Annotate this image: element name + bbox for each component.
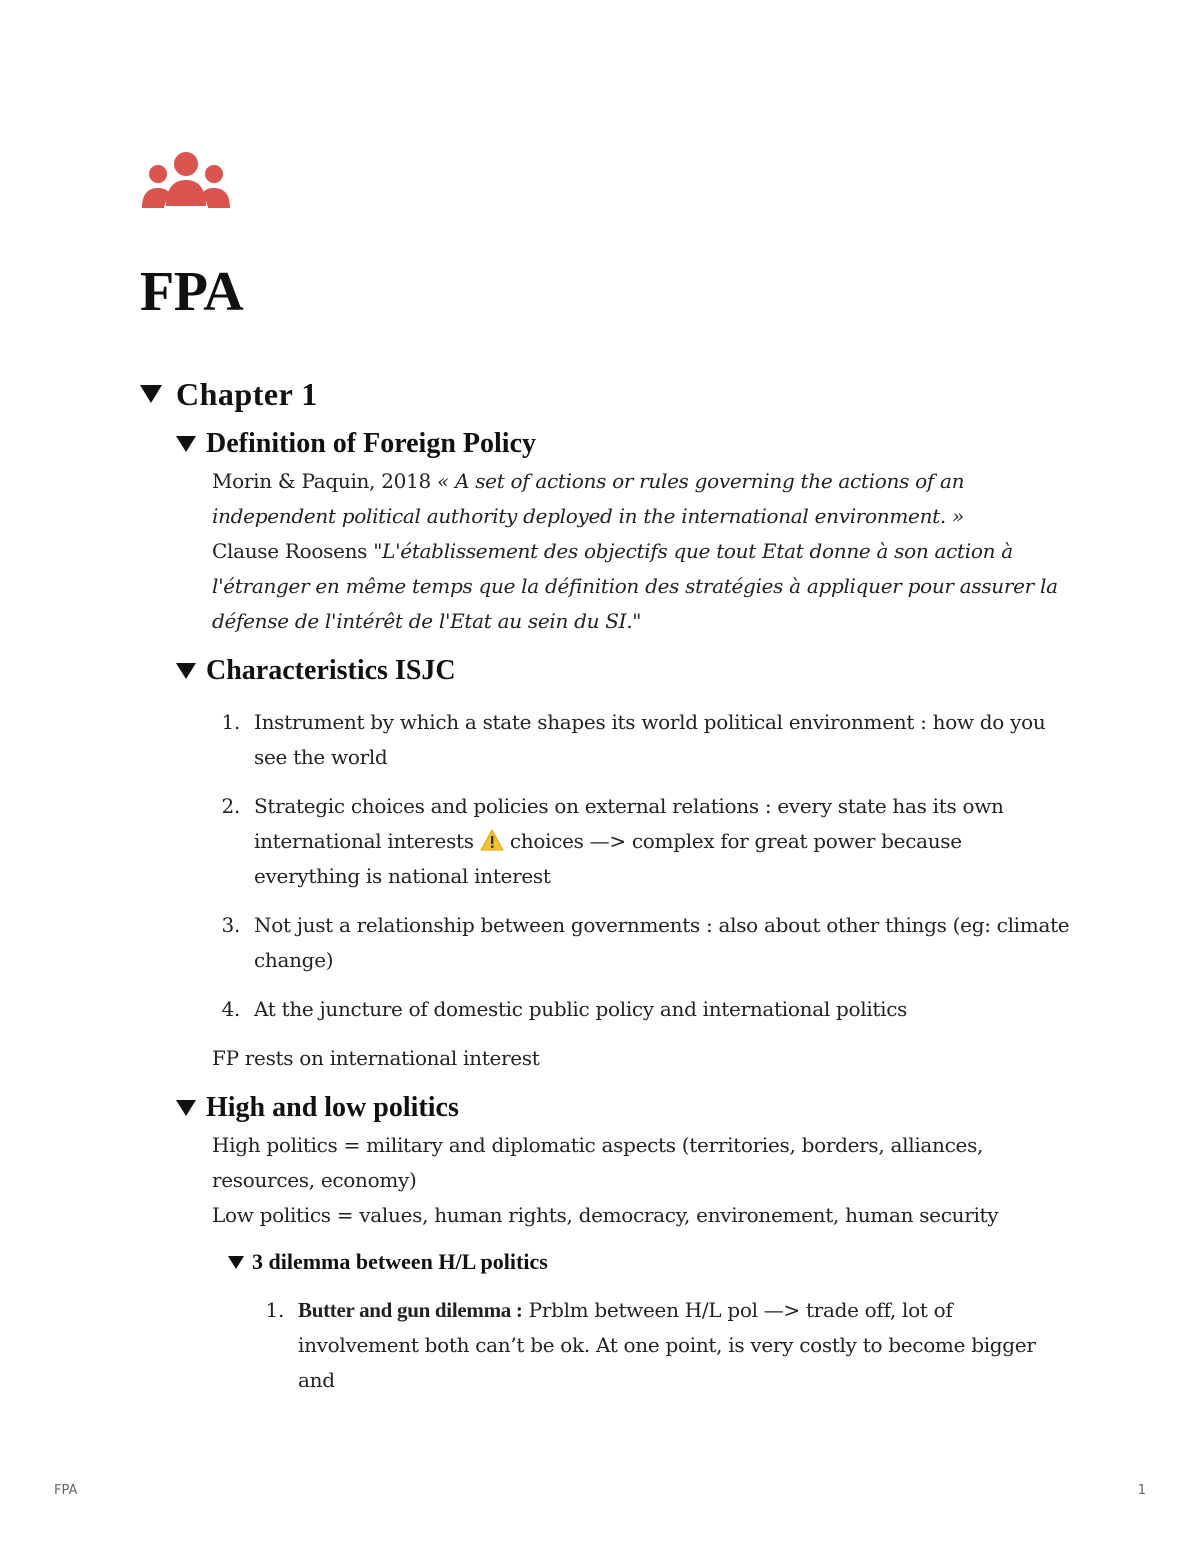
list-text xyxy=(298,1293,1070,1398)
chapter-1-heading: Chapter 1 xyxy=(176,375,318,412)
list-number: 2. xyxy=(221,794,240,818)
citation-close: " xyxy=(632,609,642,633)
definition-heading: Definition of Foreign Policy xyxy=(206,428,536,459)
characteristics-heading: Characteristics ISJC xyxy=(206,655,456,686)
toggle-definition[interactable] xyxy=(176,424,1070,464)
dilemma-heading: 3 dilemma between H/L politics xyxy=(252,1249,548,1274)
list-item xyxy=(212,908,1070,978)
toggle-triangle-icon[interactable] xyxy=(176,1100,196,1116)
list-item xyxy=(212,789,1070,894)
footer-document-name: FPA xyxy=(54,1483,78,1498)
toggle-high-low-politics[interactable] xyxy=(176,1088,1070,1128)
list-text: Not just a relationship between governments : also about other things (eg: climate change) xyxy=(254,913,1070,972)
people-group-icon xyxy=(140,150,232,210)
list-text-part: Strategic choices and policies on external relations : every state has its own international interests xyxy=(254,794,1004,853)
toggle-triangle-icon[interactable] xyxy=(176,436,196,452)
definition-paragraph-2 xyxy=(212,534,1070,639)
list-number: 4. xyxy=(221,997,240,1021)
toggle-triangle-icon[interactable] xyxy=(140,385,162,403)
toggle-triangle-icon[interactable] xyxy=(176,663,196,679)
dilemma-list xyxy=(256,1293,1070,1398)
characteristics-note: FP rests on international interest xyxy=(212,1046,540,1070)
list-item xyxy=(212,705,1070,775)
toggle-triangle-icon[interactable] xyxy=(228,1256,244,1269)
toggle-characteristics[interactable] xyxy=(176,651,1070,691)
list-text: At the juncture of domestic public policy and international politics xyxy=(254,997,908,1021)
list-text-part: choices —> complex for great power because everything is national interest xyxy=(254,829,962,888)
list-item xyxy=(256,1293,1070,1398)
citation-source: Morin & Paquin, 2018 xyxy=(212,469,437,493)
list-number: 3. xyxy=(221,913,240,937)
list-text xyxy=(254,789,1070,894)
citation-quote: L'établissement des objectifs que tout Etat donne à son action à l'étranger en même temps que la définition des stratégies à appliquer pour assurer la défense de l'intérêt de l'Etat au sein du SI. xyxy=(212,539,1058,633)
document-page xyxy=(140,150,1070,1398)
list-number: 1. xyxy=(221,710,240,734)
toggle-chapter-1[interactable] xyxy=(140,374,1070,414)
warning-icon xyxy=(480,829,504,851)
list-text: Instrument by which a state shapes its world political environment : how do you see the world xyxy=(254,710,1046,769)
list-number: 1. xyxy=(265,1298,284,1322)
characteristics-list xyxy=(212,705,1070,1027)
list-item xyxy=(212,992,1070,1027)
dilemma-term: Butter and gun dilemma : xyxy=(298,1298,523,1322)
high-low-heading: High and low politics xyxy=(206,1092,459,1123)
citation-source: Clause Roosens " xyxy=(212,539,383,563)
low-politics-paragraph: Low politics = values, human rights, democracy, environement, human security xyxy=(212,1203,999,1227)
citation-quote: « A set of actions or rules governing the actions of an independent political authority deployed in the international environment. » xyxy=(212,469,965,528)
definition-paragraph-1 xyxy=(212,464,1070,534)
dilemma-description: Prblm between H/L pol —> trade off, lot of involvement both can’t be ok. At one point, is very costly to become bigger and xyxy=(298,1298,1036,1392)
footer-page-number: 1 xyxy=(1137,1483,1146,1498)
document-title: FPA xyxy=(140,261,244,323)
high-politics-paragraph: High politics = military and diplomatic aspects (territories, borders, alliances, resources, economy) xyxy=(212,1133,984,1192)
toggle-dilemma[interactable] xyxy=(228,1245,1070,1279)
